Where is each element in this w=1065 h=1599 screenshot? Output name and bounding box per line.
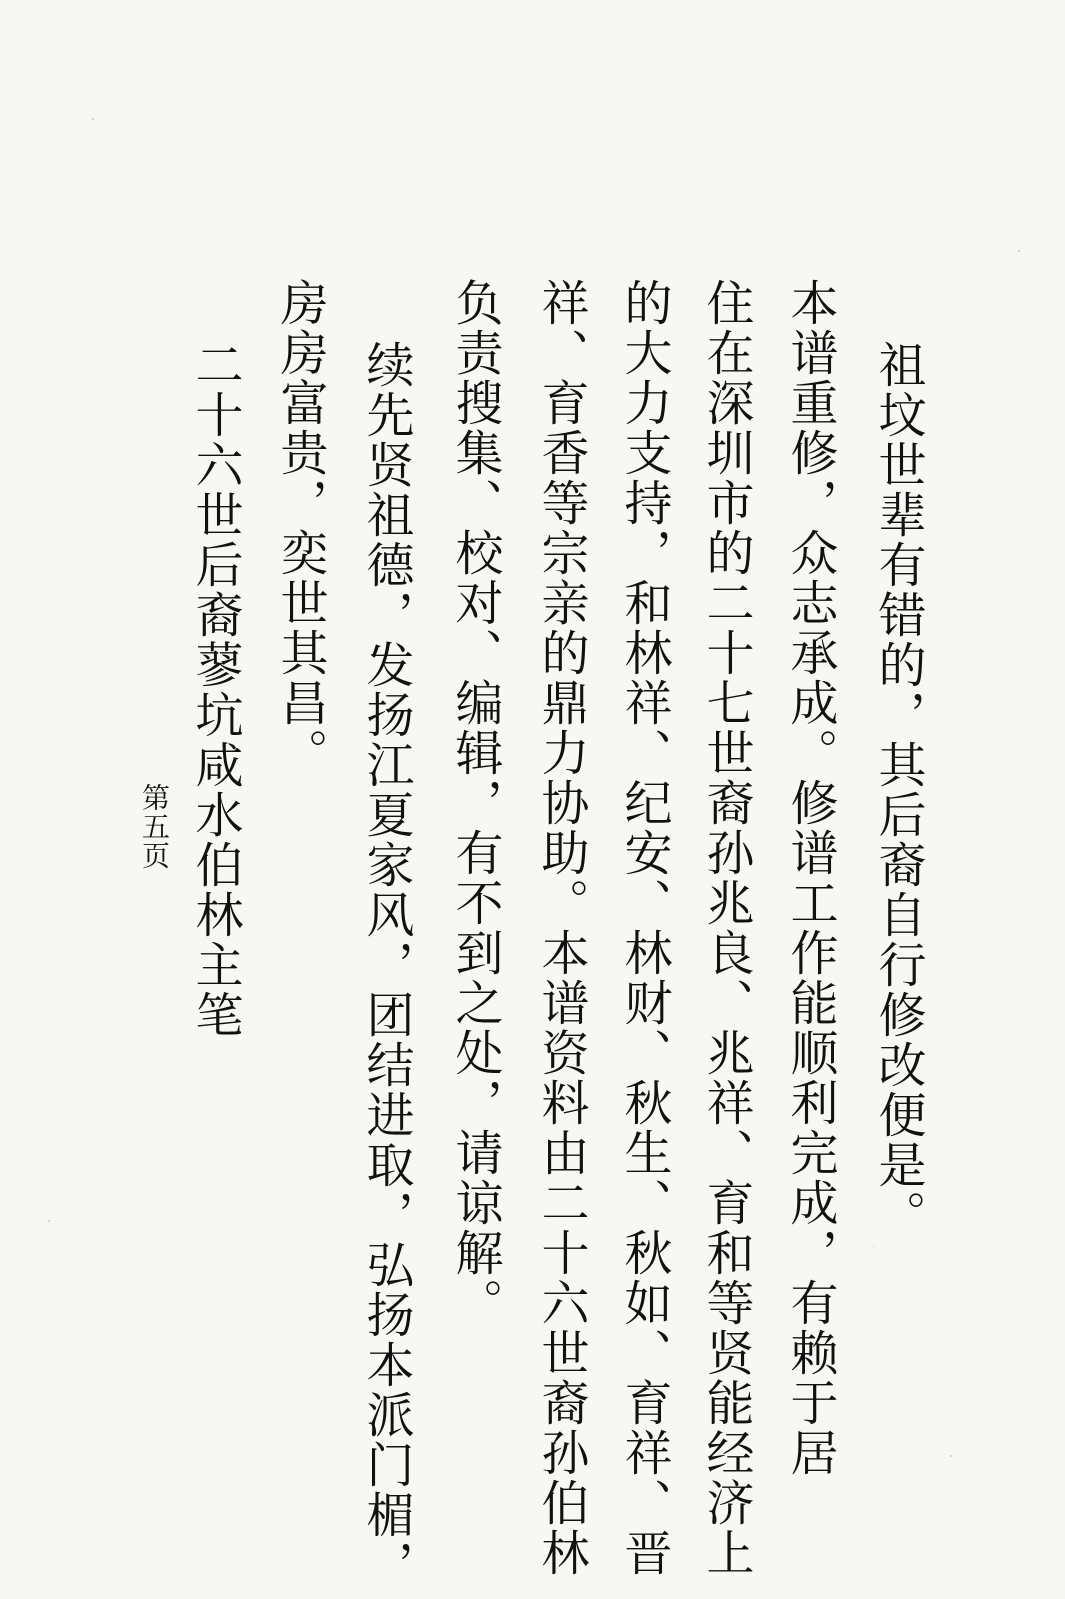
page-number: 第五页 [138,783,171,870]
paper-speck [1018,250,1020,252]
paper-speck [48,1220,50,1222]
text-column-4: 的大力支持，和林祥、纪安、林财、秋生、秋如、育祥、晋 [616,278,672,1578]
text-column-5: 祥、育香等宗亲的鼎力协助。本谱资料由二十六世裔孙伯林 [533,278,589,1578]
signature-line: 二十六世后裔蓼坑咸水伯林主笔 [187,340,243,1040]
text-column-2: 本谱重修，众志承成。修谱工作能顺利完成，有赖于居 [782,278,838,1478]
text-column-6: 负责搜集、校对、编辑，有不到之处，请谅解。 [447,278,503,1328]
text-column-8: 房房富贵，奕世其昌。 [272,278,328,778]
text-column-7: 续先贤祖德，发扬江夏家风，团结进取，弘扬本派门楣， [358,340,414,1590]
paper-speck [950,1455,952,1457]
paper-speck [92,118,94,120]
text-column-1: 祖坟世辈有错的，其后裔自行修改便是。 [870,340,926,1240]
text-column-3: 住在深圳市的二十七世裔孙兆良、兆祥、育和等贤能经济上 [698,278,754,1578]
